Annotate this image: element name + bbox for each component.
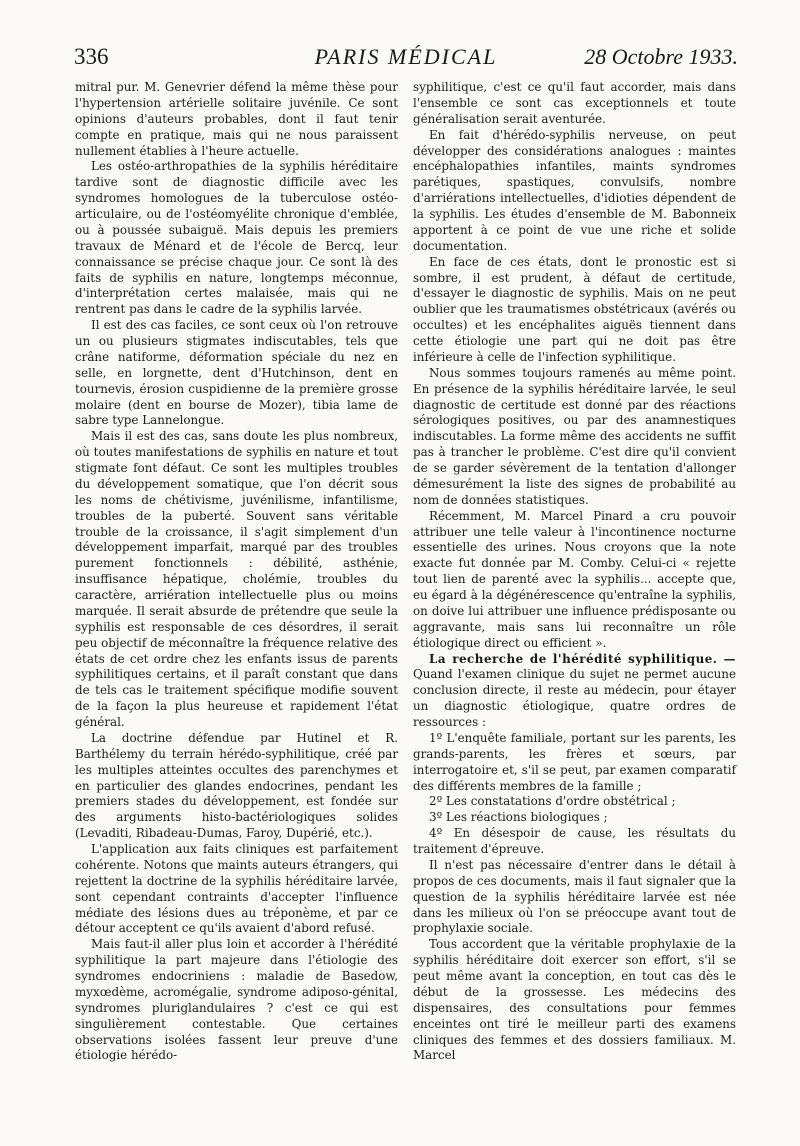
paragraph: Tous accordent que la véritable prophylaxie de la syphilis héréditaire doit exercer son effort, s'il se peut même avant la conception, en tout cas dès le début de la grossesse. Les médecins des dispensaires, des consultations pour femmes enceintes ont tiré le meilleur parti des examens cliniques des femmes et des dossiers familiaux. M. Marcel xyxy=(413,937,736,1063)
paragraph: Mais il est des cas, sans doute les plus nombreux, où toutes manifestations de syphilis en nature et tout stigmate font défaut. Ce sont les multiples troubles du développement somatique, que l'on décrit sous les noms de chétivisme, juvénilisme, infantilisme, troubles de la puberté. Souvent sans véritable trouble de la croissance, il s'agit simplement d'un développement imparfait, marqué par des troubles purement fonctionnels : débilité, asthénie, insuffisance hépatique, cholémie, troubles du caractère, arriération intellectuelle plus ou moins marquée. Il serait absurde de prétendre que seule la syphilis est responsable de ces désordres, il serait peu objectif de méconnaître la fréquence relative des états de cet ordre chez les enfants issus de parents syphilitiques certains, et il paraît constant que dans de tels cas le traitement spécifique modifie souvent de la façon la plus heureuse et rapidement l'état général. xyxy=(75,429,398,729)
paragraph: syphilitique, c'est ce qu'il faut accorder, mais dans l'ensemble ce sont cas exceptionnels et toute généralisation serait aventurée. xyxy=(413,80,736,126)
paragraph: En face de ces états, dont le pronostic est si sombre, il est prudent, à défaut de certitude, d'essayer le diagnostic de syphilis. Mais on ne peut oublier que les traumatismes obstétricaux (avérés ou occultes) et les encéphalites aiguës tiennent dans cette étiologie une part qui ne doit pas être inférieure à celle de l'infection syphilitique. xyxy=(413,254,736,364)
page-header xyxy=(74,44,738,74)
paragraph: Les ostéo-arthropathies de la syphilis héréditaire tardive sont de diagnostic difficile avec les syndromes homologues de la tuberculose ostéo-articulaire, ou de l'ostéomyélite chronique d'emblée, ou à poussée subaiguë. Mais depuis les premiers travaux de Ménard et de l'école de Bercq, leur connaissance se précise chaque jour. Ce sont là des faits de syphilis en nature, longtemps méconnue, d'interprétation certes malaisée, mais qui ne rentrent pas dans le cadre de la syphilis larvée. xyxy=(75,159,398,317)
paragraph: mitral pur. M. Genevrier défend la même thèse pour l'hypertension artérielle solitaire juvénile. Ce sont opinions d'auteurs probables, dont il faut tenir compte en pratique, mais qui ne nous paraissent nullement établies à l'heure actuelle. xyxy=(75,80,398,158)
list-item: 3º Les réactions biologiques ; xyxy=(429,810,608,825)
section-heading: La recherche de l'hérédité syphilitique. — xyxy=(429,651,736,666)
page-number: 336 xyxy=(74,44,109,69)
journal-title: PARIS MÉDICAL xyxy=(314,44,498,69)
paragraph: Mais faut-il aller plus loin et accorder à l'hérédité syphilitique la part majeure dans l'étiologie des syndromes endocriniens : maladie de Basedow, myxœdème, acromégalie, syndrome adiposo-génital, syndromes pluriglandulaires ? c'est ce qui est singulièrement contestable. Que certaines observations isolées fassent leur preuve d'une étiologie hérédo- xyxy=(75,937,398,1063)
left-column xyxy=(75,80,398,1064)
paragraph: Il est des cas faciles, ce sont ceux où l'on retrouve un ou plusieurs stigmates indiscutables, tels que crâne natiforme, déformation spéciale du nez en selle, en lorgnette, dent d'Hutchinson, dent en tournevis, érosion cuspidienne de la première grosse molaire (dent en bourse de Mozer), tibia lame de sabre type Lannelongue. xyxy=(75,318,398,428)
paragraph: L'application aux faits cliniques est parfaitement cohérente. Notons que maints auteurs étrangers, qui rejettent la doctrine de la syphilis héréditaire larvée, sont cependant contraints d'accepter l'influence médiate des lésions dues au tréponème, et par ce détour acceptent ce qu'ils avaient d'abord refusé. xyxy=(75,842,398,936)
section-intro: Quand l'examen clinique du sujet ne permet aucune conclusion directe, il reste au médecin, pour étayer un diagnostic étiologique, quatre ordres de ressources : xyxy=(413,667,736,729)
list-item: 4º En désespoir de cause, les résultats du traitement d'épreuve. xyxy=(413,826,736,856)
paragraph: En fait d'hérédo-syphilis nerveuse, on peut développer des considérations analogues : maintes encéphalopathies infantiles, maints syndromes parétiques, spastiques, convulsifs, nombre d'arriérations intellectuelles, d'idioties dépendent de la syphilis. Les études d'ensemble de M. Babonneix apportent à ce point de vue une riche et solide documentation. xyxy=(413,127,736,253)
paragraph: La doctrine défendue par Hutinel et R. Barthélemy du terrain hérédo-syphilitique, créé par les multiples atteintes occultes des parenchymes et en particulier des glandes endocrines, pendant les premiers stades du développement, est fondée sur des arguments histo-bactériologiques solides (Levaditi, Ribadeau-Dumas, Faroy, Dupérié, etc.). xyxy=(75,730,398,841)
paragraph: Il n'est pas nécessaire d'entrer dans le détail à propos de ces documents, mais il faut signaler que la question de la syphilis héréditaire larvée est née dans les milieux où l'on se préoccupe avant tout de prophylaxie sociale. xyxy=(413,857,736,936)
section-paragraph xyxy=(413,652,736,731)
right-column xyxy=(413,80,736,1064)
paragraph: Nous sommes toujours ramenés au même point. En présence de la syphilis héréditaire larvée, le seul diagnostic de certitude est donné par des réactions sérologiques positives, ou par des anamnestiques indiscutables. La forme même des accidents ne suffit pas à trancher le problème. C'est dire qu'il convient de se garder sévèrement de la tentation d'allonger démesurément la liste des signes de probabilité au nom de données statistiques. xyxy=(413,365,736,507)
list-item: 2º Les constatations d'ordre obstétrical ; xyxy=(429,794,676,809)
paragraph: Récemment, M. Marcel Pinard a cru pouvoir attribuer une telle valeur à l'incontinence nocturne essentielle des urines. Nous croyons que la note exacte fut donnée par M. Comby. Celui-ci « rejette tout lien de parenté avec la syphilis... accepte que, eu égard à la dégénérescence qu'entraîne la syphilis, on doive lui attribuer une influence prédisposante ou aggravante, mais sans lui reconnaître un rôle étiologique direct ou efficient ». xyxy=(413,508,736,650)
list-item: 1º L'enquête familiale, portant sur les parents, les grands-parents, les frères et sœurs, par interrogatoire et, s'il se peut, par examen comparatif des différents membres de la famille ; xyxy=(413,730,736,793)
issue-date: 28 Octobre 1933. xyxy=(584,44,738,69)
